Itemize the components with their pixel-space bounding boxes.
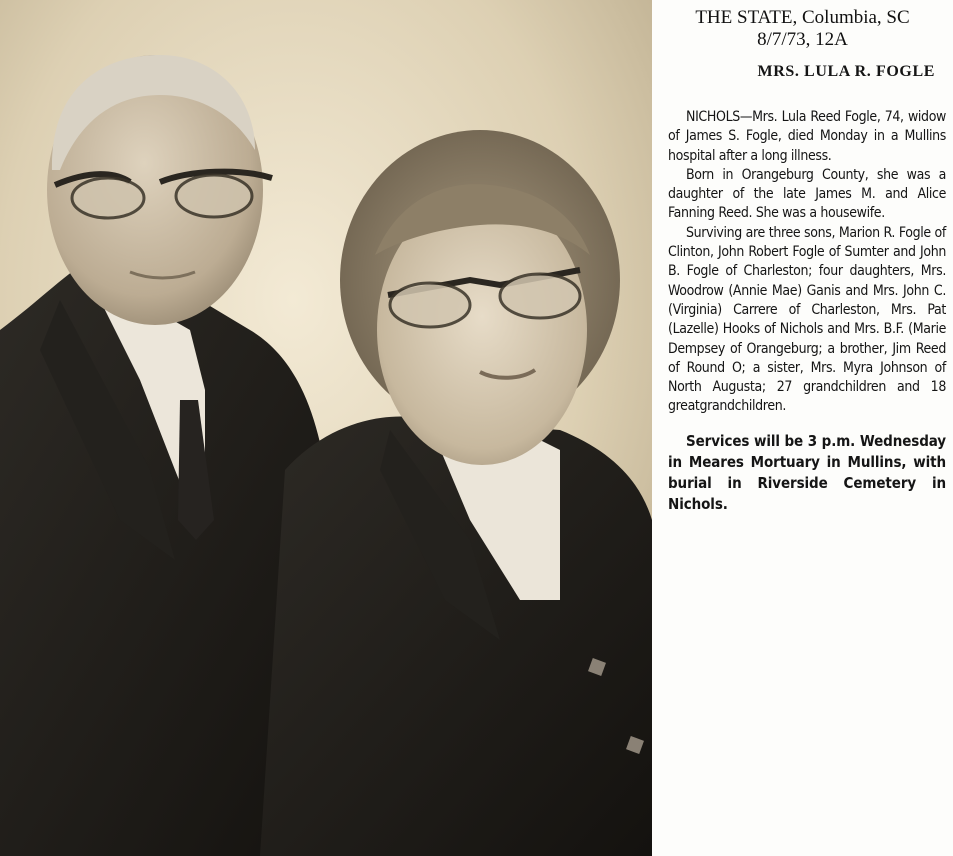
obituary-body: [668, 108, 946, 515]
obituary-paragraph-survivors: Surviving are three sons, Marion R. Fogle of Clinton, John Robert Fogle of Sumter and John B. Fogle of Charleston; four daughters, Mrs. Woodrow (Annie Mae) Ganis and Mrs. John C. (Virginia) Carrere of Charleston, Mrs. Pat (Lazelle) Hooks of Nichols and Mrs. B.F. (Marie Dempsey of Orangeburg; a brother, Jim Reed of Round O; a sister, Mrs. Myra Johnson of North Augusta; 27 grandchildren and 18 greatgrandchildren.: [668, 224, 946, 415]
man-glasses-left-lens: [72, 178, 144, 218]
woman-glasses-right-lens: [500, 274, 580, 318]
man-glasses-right-lens: [176, 175, 252, 217]
obituary-clipping: [652, 0, 953, 856]
obituary-paragraph-death: NICHOLS—Mrs. Lula Reed Fogle, 74, widow of James S. Fogle, died Monday in a Mullins hospital after a long illness.: [668, 109, 946, 164]
source-citation: [652, 7, 953, 51]
source-newspaper: THE STATE, Columbia, SC: [695, 7, 910, 28]
source-date-page: 8/7/73, 12A: [757, 29, 848, 50]
obituary-paragraph-birth: Born in Orangeburg County, she was a daughter of the late James M. and Alice Fanning Reed. She was a housewife.: [668, 166, 946, 222]
obituary-headline: MRS. LULA R. FOGLE: [757, 63, 935, 80]
obituary-paragraph-services: Services will be 3 p.m. Wednesday in Meares Mortuary in Mullins, with burial in Riverside Cemetery in Nichols.: [668, 431, 946, 513]
woman-glasses-left-lens: [390, 283, 470, 327]
